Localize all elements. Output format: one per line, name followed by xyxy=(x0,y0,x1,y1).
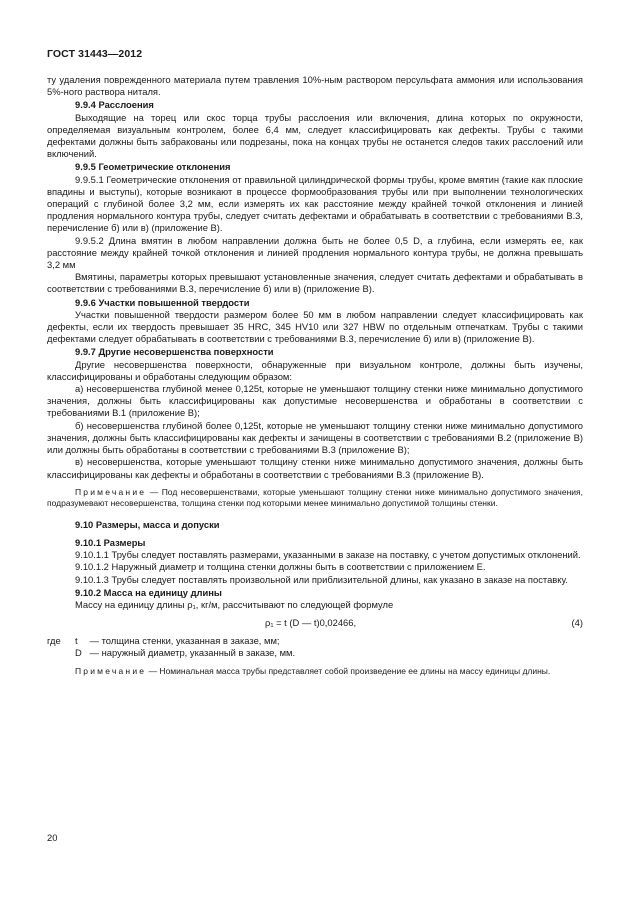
paragraph-9-9-5-2: 9.9.5.2 Длина вмятин в любом направлении должна быть не более 0,5 D, а глубина, если измерять ее, как расстояние между крайней точкой отклонения и линией продления нормального контура трубы, не должна превышать 3,2 мм xyxy=(47,234,583,271)
paragraph-dents: Вмятины, параметры которых превышают установленные значения, следует считать дефектами и обрабатывать в соответствии с требованиями В.3, перечисление б) или в) (приложение В). xyxy=(47,271,583,295)
paragraph-9-10-1-3: 9.10.1.3 Трубы следует поставлять произвольной или приблизительной длины, как указано в заказе на поставку. xyxy=(75,573,568,585)
heading-9-9-5: 9.9.5 Геометрические отклонения xyxy=(75,161,231,173)
heading-9-9-7: 9.9.7 Другие несовершенства поверхности xyxy=(75,346,274,358)
heading-9-9-4: 9.9.4 Расслоения xyxy=(75,99,154,111)
heading-9-10-2: 9.10.2 Масса на единицу длины xyxy=(75,586,222,598)
desc-t: — толщина стенки, указанная в заказе, мм; xyxy=(89,635,280,647)
page-number: 20 xyxy=(47,832,58,843)
formula-number: (4) xyxy=(571,617,583,629)
where-line-d xyxy=(47,647,583,659)
heading-9-10-1: 9.10.1 Размеры xyxy=(75,536,146,548)
formula-expression: ρ₁ = t (D — t)0,02466, xyxy=(265,617,357,629)
paragraph-9-9-5-1: 9.9.5.1 Геометрические отклонения от правильной цилиндрической формы трубы, кроме вмятин (такие как плоские впадины и выступы), которые возникают в процессе формообразования трубы или при выполнении технологических операций с глубиной более 3,2 мм, если измерять их как расстояние между крайней точкой отклонения и линией продления нормального контура трубы, следует считать дефектами и обрабатывать в соответствии с требованиями В.3, перечисление б) или в) (приложение В). xyxy=(47,173,583,234)
heading-9-9-6: 9.9.6 Участки повышенной твердости xyxy=(75,296,250,308)
formula-4 xyxy=(47,617,583,631)
paragraph-9-10-1-2: 9.10.1.2 Наружный диаметр и толщина стенки должны быть в соответствии с приложением Е. xyxy=(75,561,486,573)
where-line-t xyxy=(47,635,583,647)
paragraph-mass-intro: Массу на единицу длины ρ₁, кг/м, рассчитывают по следующей формуле xyxy=(75,598,394,610)
note-1 xyxy=(47,487,583,509)
paragraph-continuation: ту удаления поврежденного материала путем травления 10%-ным раствором персульфата аммония или использования 5%-ного раствора ниталя. xyxy=(47,74,583,98)
note-text: — Под несовершенствами, которые уменьшают толщину стенки ниже минимально допустимого значения, подразумевают несовершенства, толщина стенки под которыми менее минимально допустимой толщины стенки. xyxy=(47,486,583,508)
desc-d: — наружный диаметр, указанный в заказе, мм. xyxy=(89,647,296,659)
document-page xyxy=(47,48,583,677)
heading-9-10: 9.10 Размеры, масса и допуски xyxy=(75,518,220,530)
paragraph-hardness: Участки повышенной твердости размером более 50 мм в любом направлении следует классифицировать как дефекты, если их твердость превышает 35 HRC, 345 HV10 или 327 HBW по отдельным отпечаткам. Трубы с такими дефектами следует обрабатывать в соответствии с требованиями В.3, перечисление б) или в) (приложение В). xyxy=(47,308,583,345)
note-label: Примечание xyxy=(75,486,147,497)
list-item-v: в) несовершенства, которые уменьшают толщину стенки ниже минимально допустимого значения, должны быть классифицированы как дефекты и обработаны в соответствии с требованиями В.3 (приложение В). xyxy=(47,456,583,480)
note-label-2: Примечание xyxy=(75,665,147,676)
symbol-t: t xyxy=(75,635,78,647)
where-prefix: где xyxy=(47,635,61,647)
list-item-b: б) несовершенства глубиной более 0,125t, которые не уменьшают толщину стенки ниже минимально допустимого значения, должны быть классифицированы как дефекты и зачищены в соответствии с требованиями В.2 (приложение В) или должны быть обработаны в соответствии с требованиями В.3 (приложение В); xyxy=(47,419,583,456)
symbol-d: D xyxy=(75,647,82,659)
paragraph-other-imperfections: Другие несовершенства поверхности, обнаруженные при визуальном контроле, должны быть изучены, классифицированы и обработаны следующим образом: xyxy=(47,358,583,382)
note-2 xyxy=(47,666,583,677)
paragraph-delamination: Выходящие на торец или скос торца трубы расслоения или включения, длина которых по окружности, определяемая визуальным контролем, более 6,4 мм, следует классифицировать как дефекты. Трубы с такими дефектами должны быть забракованы или подрезаны, пока на концах трубы не останется следов таких расслоений или включений. xyxy=(47,111,583,160)
paragraph-9-10-1-1: 9.10.1.1 Трубы следует поставлять размерами, указанными в заказе на поставку, с учетом допустимых отклонений. xyxy=(75,549,581,561)
note-text-2: — Номинальная масса трубы представляет собой произведение ее длины на массу единицы длины. xyxy=(146,665,551,676)
document-header: ГОСТ 31443—2012 xyxy=(47,48,143,60)
list-item-a: а) несовершенства глубиной менее 0,125t, которые не уменьшают толщину стенки ниже минимально допустимого значения, должны быть классифицированы как допустимые несовершенства и обработаны в соответствии с требованиями В.1 (приложение В); xyxy=(47,383,583,419)
